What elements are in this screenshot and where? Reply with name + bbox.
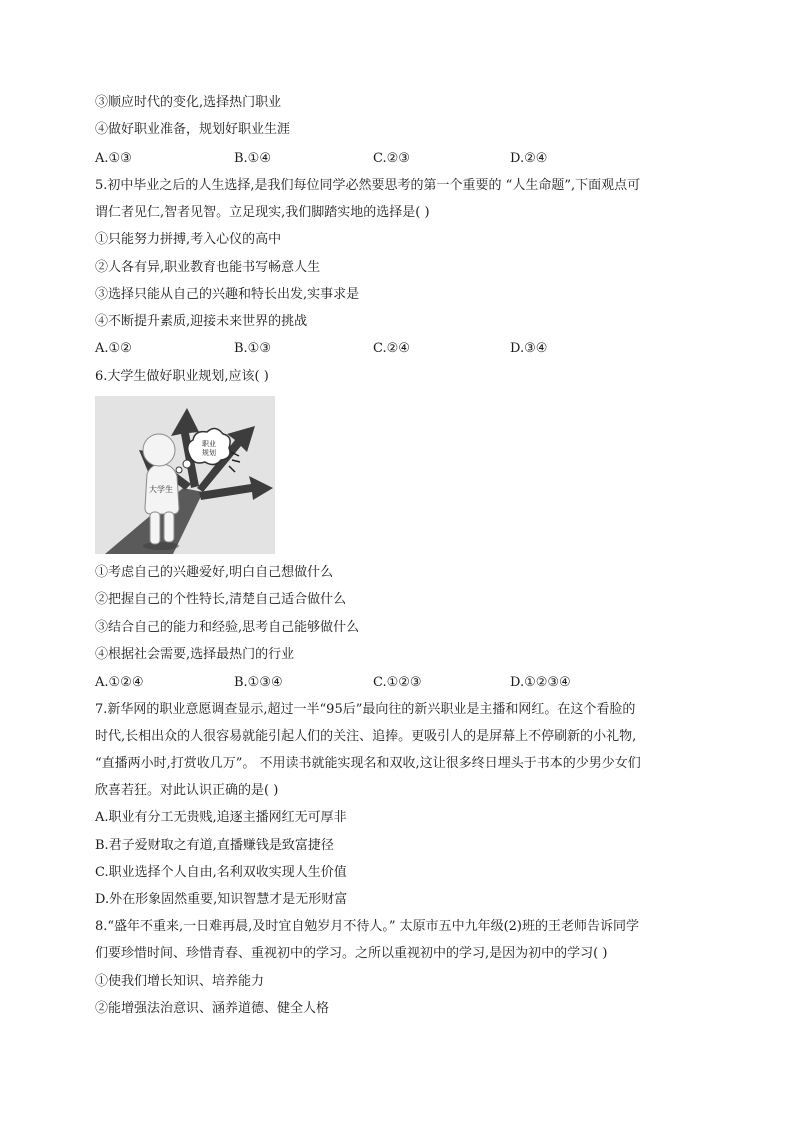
q7-option-c: C.职业选择个人自由,名利双收实现人生价值 bbox=[95, 865, 347, 880]
q6-option-b: B.①③④ bbox=[234, 675, 283, 690]
q8-stem-line-2: 们要珍惜时间、珍惜青春、重视初中的学习。之所以重视初中的学习,是因为初中的学习( ) bbox=[95, 946, 608, 961]
q5-stem-line-1: 5.初中毕业之后的人生选择,是我们每位同学必然要思考的第一个重要的 “人生命题”,下面观点可 bbox=[95, 178, 641, 193]
person-head bbox=[143, 434, 175, 466]
bubble-label-1: 职业 bbox=[202, 440, 216, 448]
q5-item-1: ①只能努力拼搏,考入心仪的高中 bbox=[95, 232, 282, 247]
q5-option-b: B.①③ bbox=[234, 341, 271, 356]
q4-option-b: B.①④ bbox=[234, 151, 271, 166]
q8-item-1: ①使我们增长知识、培养能力 bbox=[95, 974, 265, 989]
q5-option-d: D.③④ bbox=[510, 341, 548, 356]
q7-stem-line-3: “直播两小时,打赏收几万”。 不用读书就能实现名和双收,这让很多终日埋头于书本的少男少女们 bbox=[95, 756, 641, 771]
q5-item-3: ③选择只能从自己的兴趣和特长出发,实事求是 bbox=[95, 287, 360, 302]
q7-option-a: A.职业有分工无贵贱,追逐主播网红无可厚非 bbox=[95, 810, 347, 825]
q8-item-2: ②能增强法治意识、涵养道德、健全人格 bbox=[95, 1001, 330, 1016]
q6-option-c: C.①②③ bbox=[373, 675, 422, 690]
q5-item-2: ②人各有异,职业教育也能书写畅意人生 bbox=[95, 260, 321, 275]
person-left-leg bbox=[150, 512, 160, 544]
q5-stem-line-2: 谓仁者见仁,智者见智。立足现实,我们脚踏实地的选择是( ) bbox=[95, 205, 430, 220]
q7-option-b: B.君子爱财取之有道,直播赚钱是致富捷径 bbox=[95, 838, 334, 853]
q6-stem: 6.大学生做好职业规划,应该( ) bbox=[95, 369, 269, 384]
q7-option-d: D.外在形象固然重要,知识智慧才是无形财富 bbox=[95, 892, 348, 907]
person-label: 大学生 bbox=[149, 485, 173, 494]
bubble-label-2: 规划 bbox=[202, 449, 216, 457]
q4-option-a: A.①③ bbox=[95, 151, 132, 166]
person-shadow bbox=[143, 542, 179, 550]
q7-stem-line-1: 7.新华网的职业意愿调查显示,超过一半“95后”最向往的新兴职业是主播和网红。在这个看脸的 bbox=[95, 702, 636, 717]
q5-option-a: A.①② bbox=[95, 341, 132, 356]
q4-option-c: C.②③ bbox=[373, 151, 410, 166]
q4-option-d: D.②④ bbox=[510, 151, 548, 166]
bubble-dot-small bbox=[176, 467, 182, 473]
q6-options bbox=[95, 674, 655, 692]
q6-item-2: ②把握自己的个性特长,清楚自己适合做什么 bbox=[95, 592, 347, 607]
career-planning-image bbox=[95, 396, 275, 554]
q6-option-a: A.①②④ bbox=[95, 675, 144, 690]
q6-item-1: ①考虑自己的兴趣爱好,明白自己想做什么 bbox=[95, 565, 334, 580]
q4-item-3: ③顺应时代的变化,选择热门职业 bbox=[95, 95, 282, 110]
bubble-dot-medium bbox=[183, 460, 191, 468]
q5-item-4: ④不断提升素质,迎接未来世界的挑战 bbox=[95, 314, 308, 329]
career-planning-illustration bbox=[95, 396, 275, 554]
q6-option-d: D.①②③④ bbox=[510, 675, 571, 690]
q6-item-3: ③结合自己的能力和经验,思考自己能够做什么 bbox=[95, 620, 360, 635]
q5-options bbox=[95, 340, 655, 358]
q7-stem-line-2: 时代,长相出众的人很容易就能引起人们的关注、追捧。更吸引人的是屏幕上不停刷新的小礼物, bbox=[95, 729, 637, 744]
q7-stem-line-4: 欣喜若狂。对此认识正确的是( ) bbox=[95, 783, 279, 798]
q4-options bbox=[95, 150, 655, 168]
q5-option-c: C.②④ bbox=[373, 341, 410, 356]
q8-stem-line-1: 8.“盛年不重来,一日难再晨,及时宜自勉岁月不待人。” 太原市五中九年级(2)班的王老师告诉同学 bbox=[95, 919, 640, 934]
person-right-leg bbox=[164, 512, 174, 542]
q4-item-4: ④做好职业准备，规划好职业生涯 bbox=[95, 122, 291, 137]
q6-item-4: ④根据社会需要,选择最热门的行业 bbox=[95, 647, 295, 662]
